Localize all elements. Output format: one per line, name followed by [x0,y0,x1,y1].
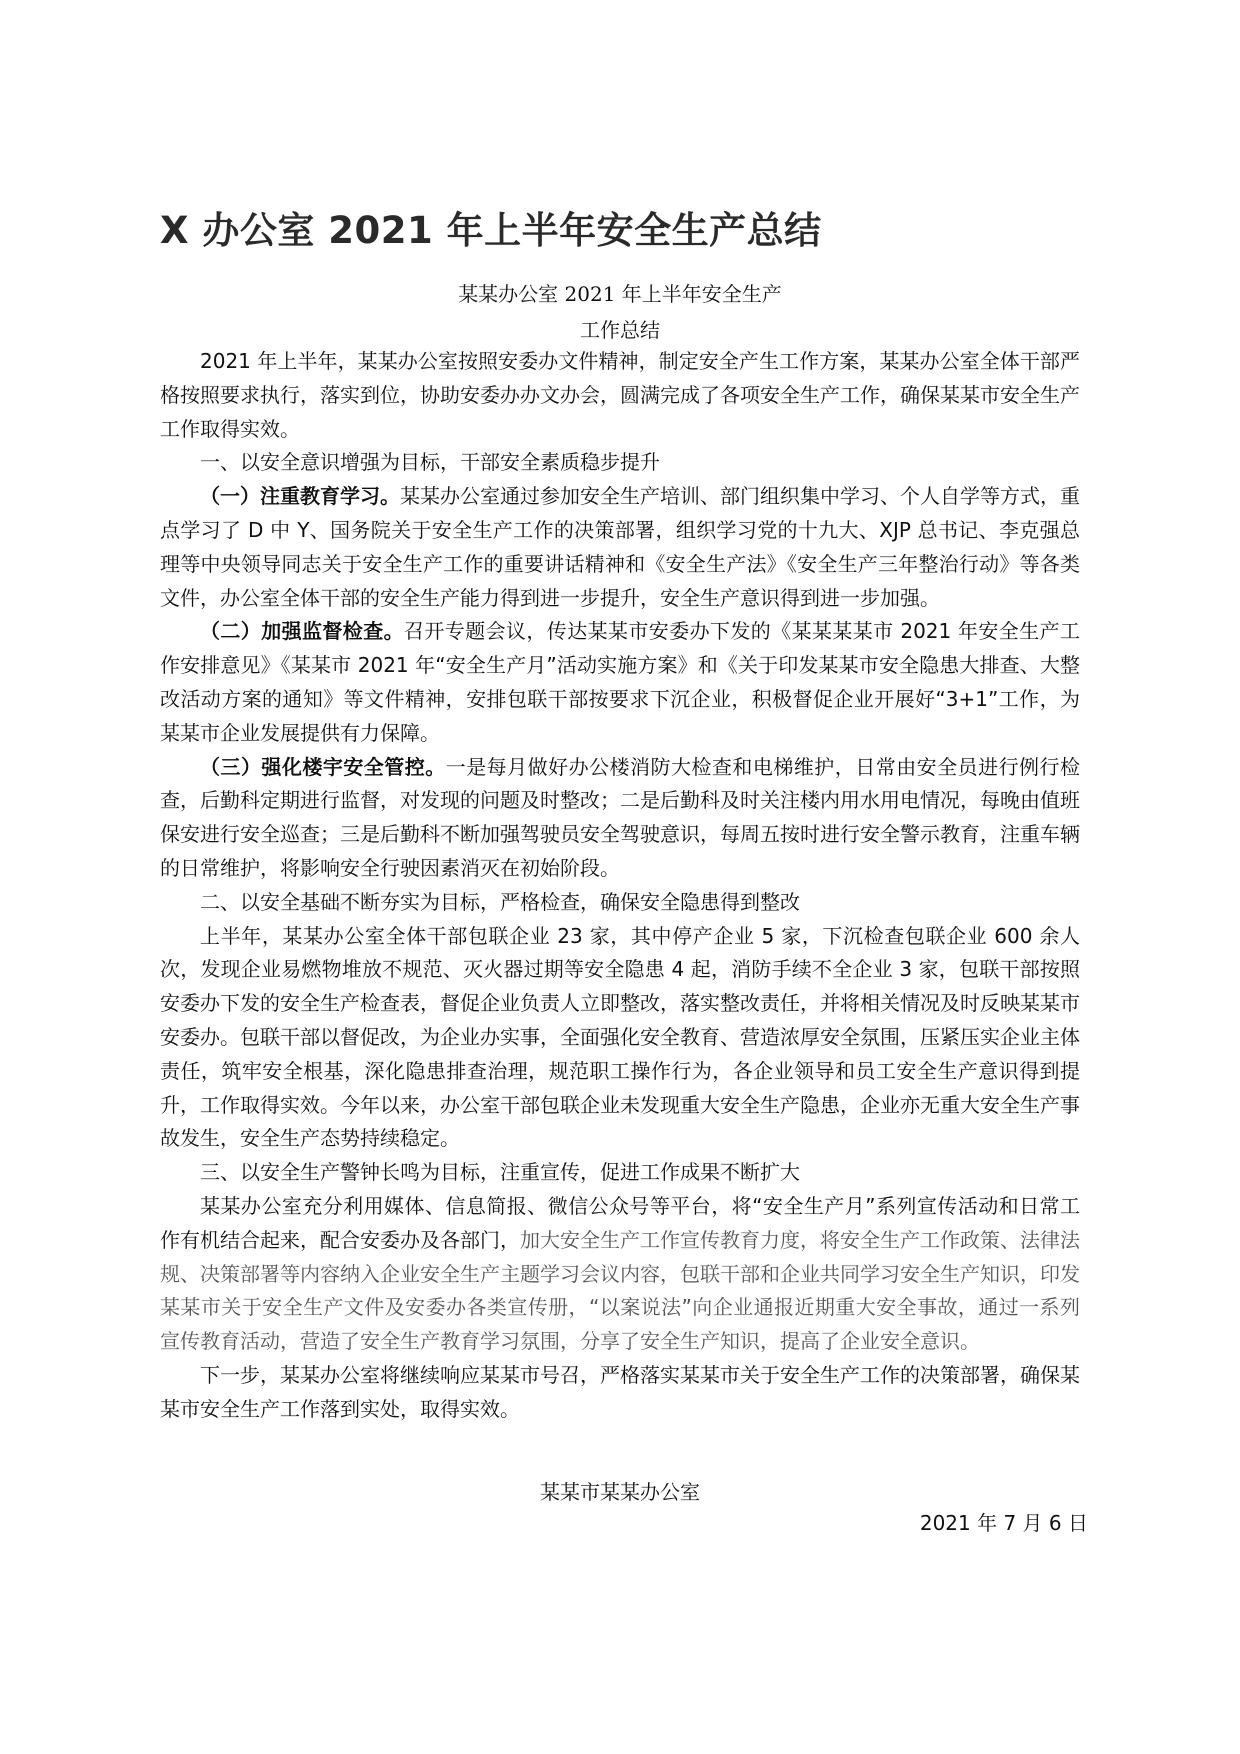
document-body [160,345,1080,1427]
section-2-paragraph: 上半年，某某办公室全体干部包联企业 23 家，其中停产企业 5 家，下沉检查包联企业 600 余人次，发现企业易燃物堆放不规范、灭火器过期等安全隐患 4 起，消防手续不全企业 3 家，包联干部按照安委办下发的安全生产检查表，督促企业负责人立即整改，落实整改责任，并将相关情况及时反映某某市安委办。包联干部以督促改，为企业办实事，全面强化安全教育、营造浓厚安全氛围，压紧压实企业主体责任，筑牢安全根基，深化隐患排查治理，规范职工操作行为，各企业领导和员工安全生产意识得到提升，工作取得实效。今年以来，办公室干部包联企业未发现重大安全生产隐患，企业亦无重大安全生产事故发生，安全生产态势持续稳定。 [160,923,1080,1151]
section-3-heading: 三、以安全生产警钟长鸣为目标，注重宣传，促进工作成果不断扩大 [200,1160,800,1185]
section-3-text-a: 某某办公室充分利用媒体、信息简报、微信公众号等平台，将“安全生产月”系列宣传活动和日常工作有机结合起来，配合安委办及各部门， [160,1193,1080,1252]
subtitle-line-1: 某某办公室 2021 年上半年安全生产 [458,282,782,306]
item-2-text: 召开专题会议，传达某某市安委办下发的《某某某某市 2021 年安全生产工作安排意见》《某某市 2021 年“安全生产月”活动实施方案》和《关于印发某某市安全隐患大排查、大整改活动方案的通知》等文件精神，安排包联干部按要求下沉企业，积极督促企业开展好“3+1”工作，为某某市企业发展提供有力保障。 [160,619,1080,745]
intro-paragraph: 2021 年上半年，某某办公室按照安委办文件精神，制定安全产生工作方案，某某办公室全体干部严格按照要求执行，落实到位，协助安委办办文办会，圆满完成了各项安全生产工作，确保某某市安全生产工作取得实效。 [160,349,1080,441]
item-1-text: 某某办公室通过参加安全生产培训、部门组织集中学习、个人自学等方式，重点学习了 D 中 Y、国务院关于安全生产工作的决策部署，组织学习党的十九大、XJP 总书记、李克强总理等中央领导同志关于安全生产工作的重要讲话精神和《安全生产法》《安全生产三年整治行动》等各类文件，办公室全体干部的安全生产能力得到进一步提升，安全生产意识得到进一步加强。 [160,484,1080,610]
section-1-heading-text: 一、以安全意识增强为目标，干部安全素质稳步提升 [200,450,660,475]
item-3-paragraph [160,751,1080,886]
section-2-heading: 二、以安全基础不断夯实为目标，严格检查，确保安全隐患得到整改 [200,889,800,914]
section-3-text-b: 加大安全生产工作宣传教育力度，将安全生产工作政策、法律法规、决策部署等内容纳入企业安全生产主题学习会议内容，包联干部和企业共同学习安全生产知识，印发某某市关于安全生产文件及安委办各类宣传册，“以案说法”向企业通报近期重大安全事故，通过一系列宣传教育活动，营造了安全生产教育学习氛围，分享了安全生产知识，提高了企业安全意识。 [160,1227,1080,1354]
subtitle-line-2: 工作总结 [580,318,660,342]
document-date: 2021 年 7 月 6 日 [919,1511,1088,1535]
item-2-paragraph [160,615,1080,750]
closing-paragraph: 下一步，某某办公室将继续响应某某市号召，严格落实某某市关于安全生产工作的决策部署，确保某某市安全生产工作落到实处，取得实效。 [160,1362,1080,1421]
section-1-heading [160,446,1080,480]
document-title: X 办公室 2021 年上半年安全生产总结 [160,209,822,252]
signature: 某某市某某办公室 [540,1480,700,1504]
item-1-paragraph [160,480,1080,615]
item-3-text: 一是每月做好办公楼消防大检查和电梯维护，日常由安全员进行例行检查，后勤科定期进行监督，对发现的问题及时整改；二是后勤科及时关注楼内用水用电情况，每晚由值班保安进行安全巡查；三是后勤科不断加强驾驶员安全驾驶意识，每周五按时进行安全警示教育，注重车辆的日常维护，将影响安全行驶因素消灭在初始阶段。 [160,754,1081,880]
section-3-paragraph [160,1190,1080,1359]
item-3-lead: （三）强化楼宇安全管控。 [200,754,446,779]
item-1-lead: （一）注重教育学习。 [200,484,400,509]
item-2-lead: （二）加强监督检查。 [200,619,404,644]
